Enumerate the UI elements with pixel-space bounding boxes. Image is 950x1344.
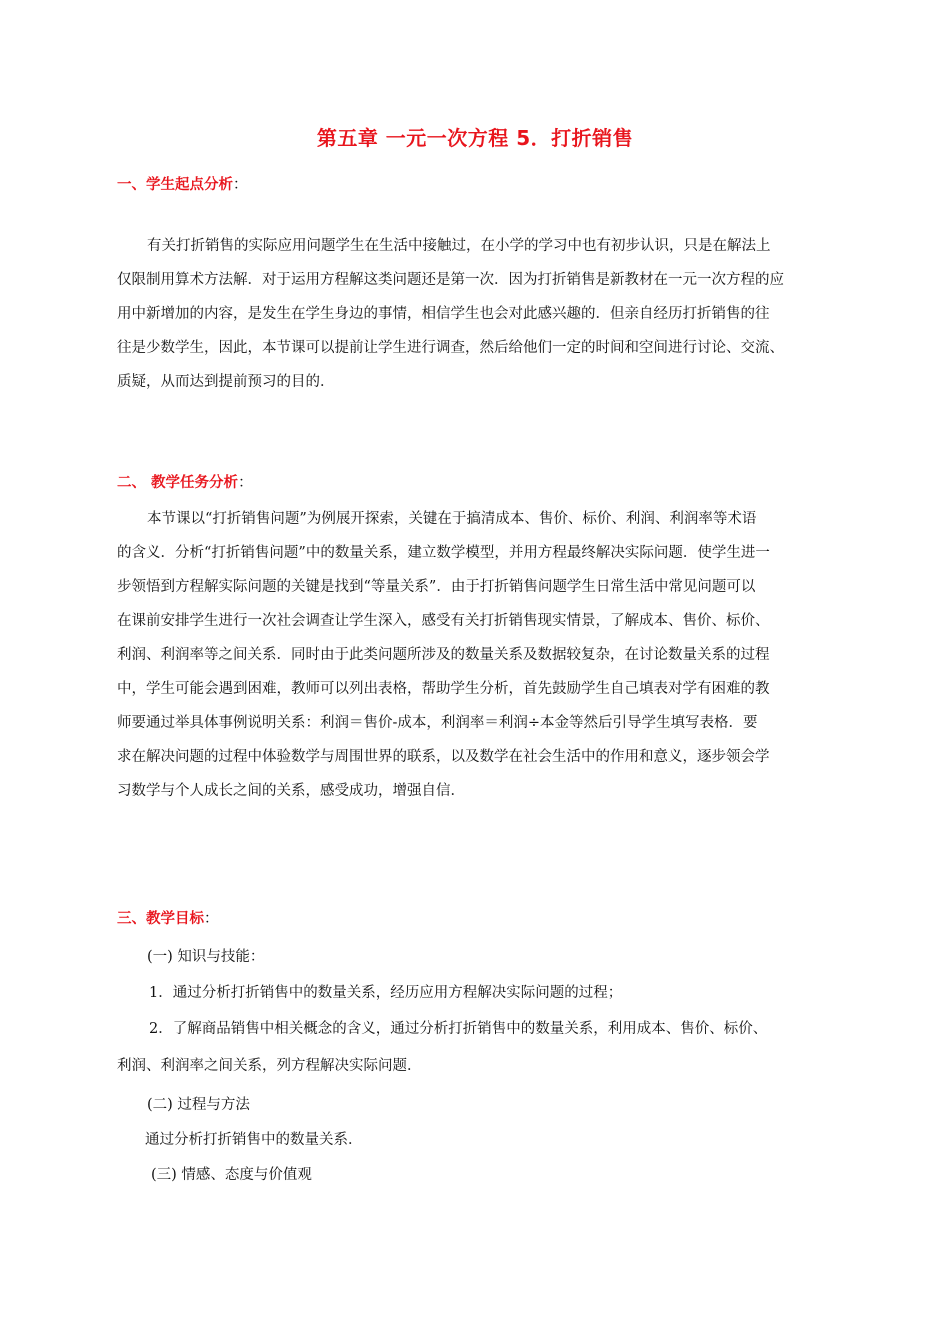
goal-item-1: 1．通过分析打折销售中的数量关系，经历应用方程解决实际问题的过程；	[149, 985, 623, 1001]
section-2-paragraph	[117, 502, 897, 808]
subsection-knowledge-skills: (一) 知识与技能：	[147, 949, 265, 965]
goal-item-2: 2．了解商品销售中相关概念的含义，通过分析打折销售中的数量关系，利用成本、售价、标价、	[149, 1021, 768, 1037]
paragraph-line: 质疑，从而达到提前预习的目的．	[117, 374, 335, 390]
section-1-paragraph	[117, 229, 897, 399]
paragraph-line: 往是少数学生，因此，本节课可以提前让学生进行调查，然后给他们一定的时间和空间进行讨论、交流、	[117, 340, 784, 356]
paragraph-line: 中，学生可能会遇到困难，教师可以列出表格，帮助学生分析，首先鼓励学生自己填表对学有困难的教	[117, 681, 770, 697]
section-heading-2: 二、 教学任务分析：	[117, 475, 253, 491]
paragraph-line: 在课前安排学生进行一次社会调查让学生深入，感受有关打折销售现实情景，了解成本、售价、标价、	[117, 613, 770, 629]
section-heading-3: 三、教学目标：	[117, 911, 219, 927]
paragraph-line: 求在解决问题的过程中体验数学与周围世界的联系，以及数学在社会生活中的作用和意义，逐步领会学	[117, 749, 770, 765]
paragraph-line: 的含义．分析“打折销售问题”中的数量关系，建立数学模型，并用方程最终解决实际问题．使学生进一	[117, 545, 770, 561]
paragraph-line: 习数学与个人成长之间的关系，感受成功，增强自信．	[117, 783, 465, 799]
subsection-process-methods: (二) 过程与方法	[147, 1097, 250, 1113]
paragraph-line: 有关打折销售的实际应用问题学生在生活中接触过，在小学的学习中也有初步认识，只是在解法上	[147, 238, 771, 254]
paragraph-line: 利润、利润率等之间关系．同时由于此类问题所涉及的数量关系及数据较复杂，在讨论数量关系的过程	[117, 647, 770, 663]
page-title: 第五章 一元一次方程 5．打折销售	[316, 126, 634, 150]
paragraph-line: 师要通过举具体事例说明关系：利润＝售价-成本，利润率＝利润÷本金等然后引导学生填写表格．要	[117, 715, 758, 731]
paragraph-line: 本节课以“打折销售问题”为例展开探索，关键在于搞清成本、售价、标价、利润、利润率等术语	[147, 511, 757, 527]
goal-item-2-continued: 利润、利润率之间关系，列方程解决实际问题．	[117, 1058, 422, 1074]
paragraph-line: 步领悟到方程解实际问题的关键是找到“等量关系”．由于打折销售问题学生日常生活中常见问题可以	[117, 579, 756, 595]
subsection-emotion-values: (三) 情感、态度与价值观	[151, 1167, 312, 1183]
section-heading-1: 一、学生起点分析：	[117, 177, 248, 193]
paragraph-line: 用中新增加的内容，是发生在学生身边的事情，相信学生也会对此感兴趣的．但亲自经历打折销售的往	[117, 306, 770, 322]
paragraph-line: 仅限制用算术方法解．对于运用方程解这类问题还是第一次．因为打折销售是新教材在一元一次方程的应	[117, 272, 784, 288]
process-goal: 通过分析打折销售中的数量关系．	[145, 1132, 363, 1148]
